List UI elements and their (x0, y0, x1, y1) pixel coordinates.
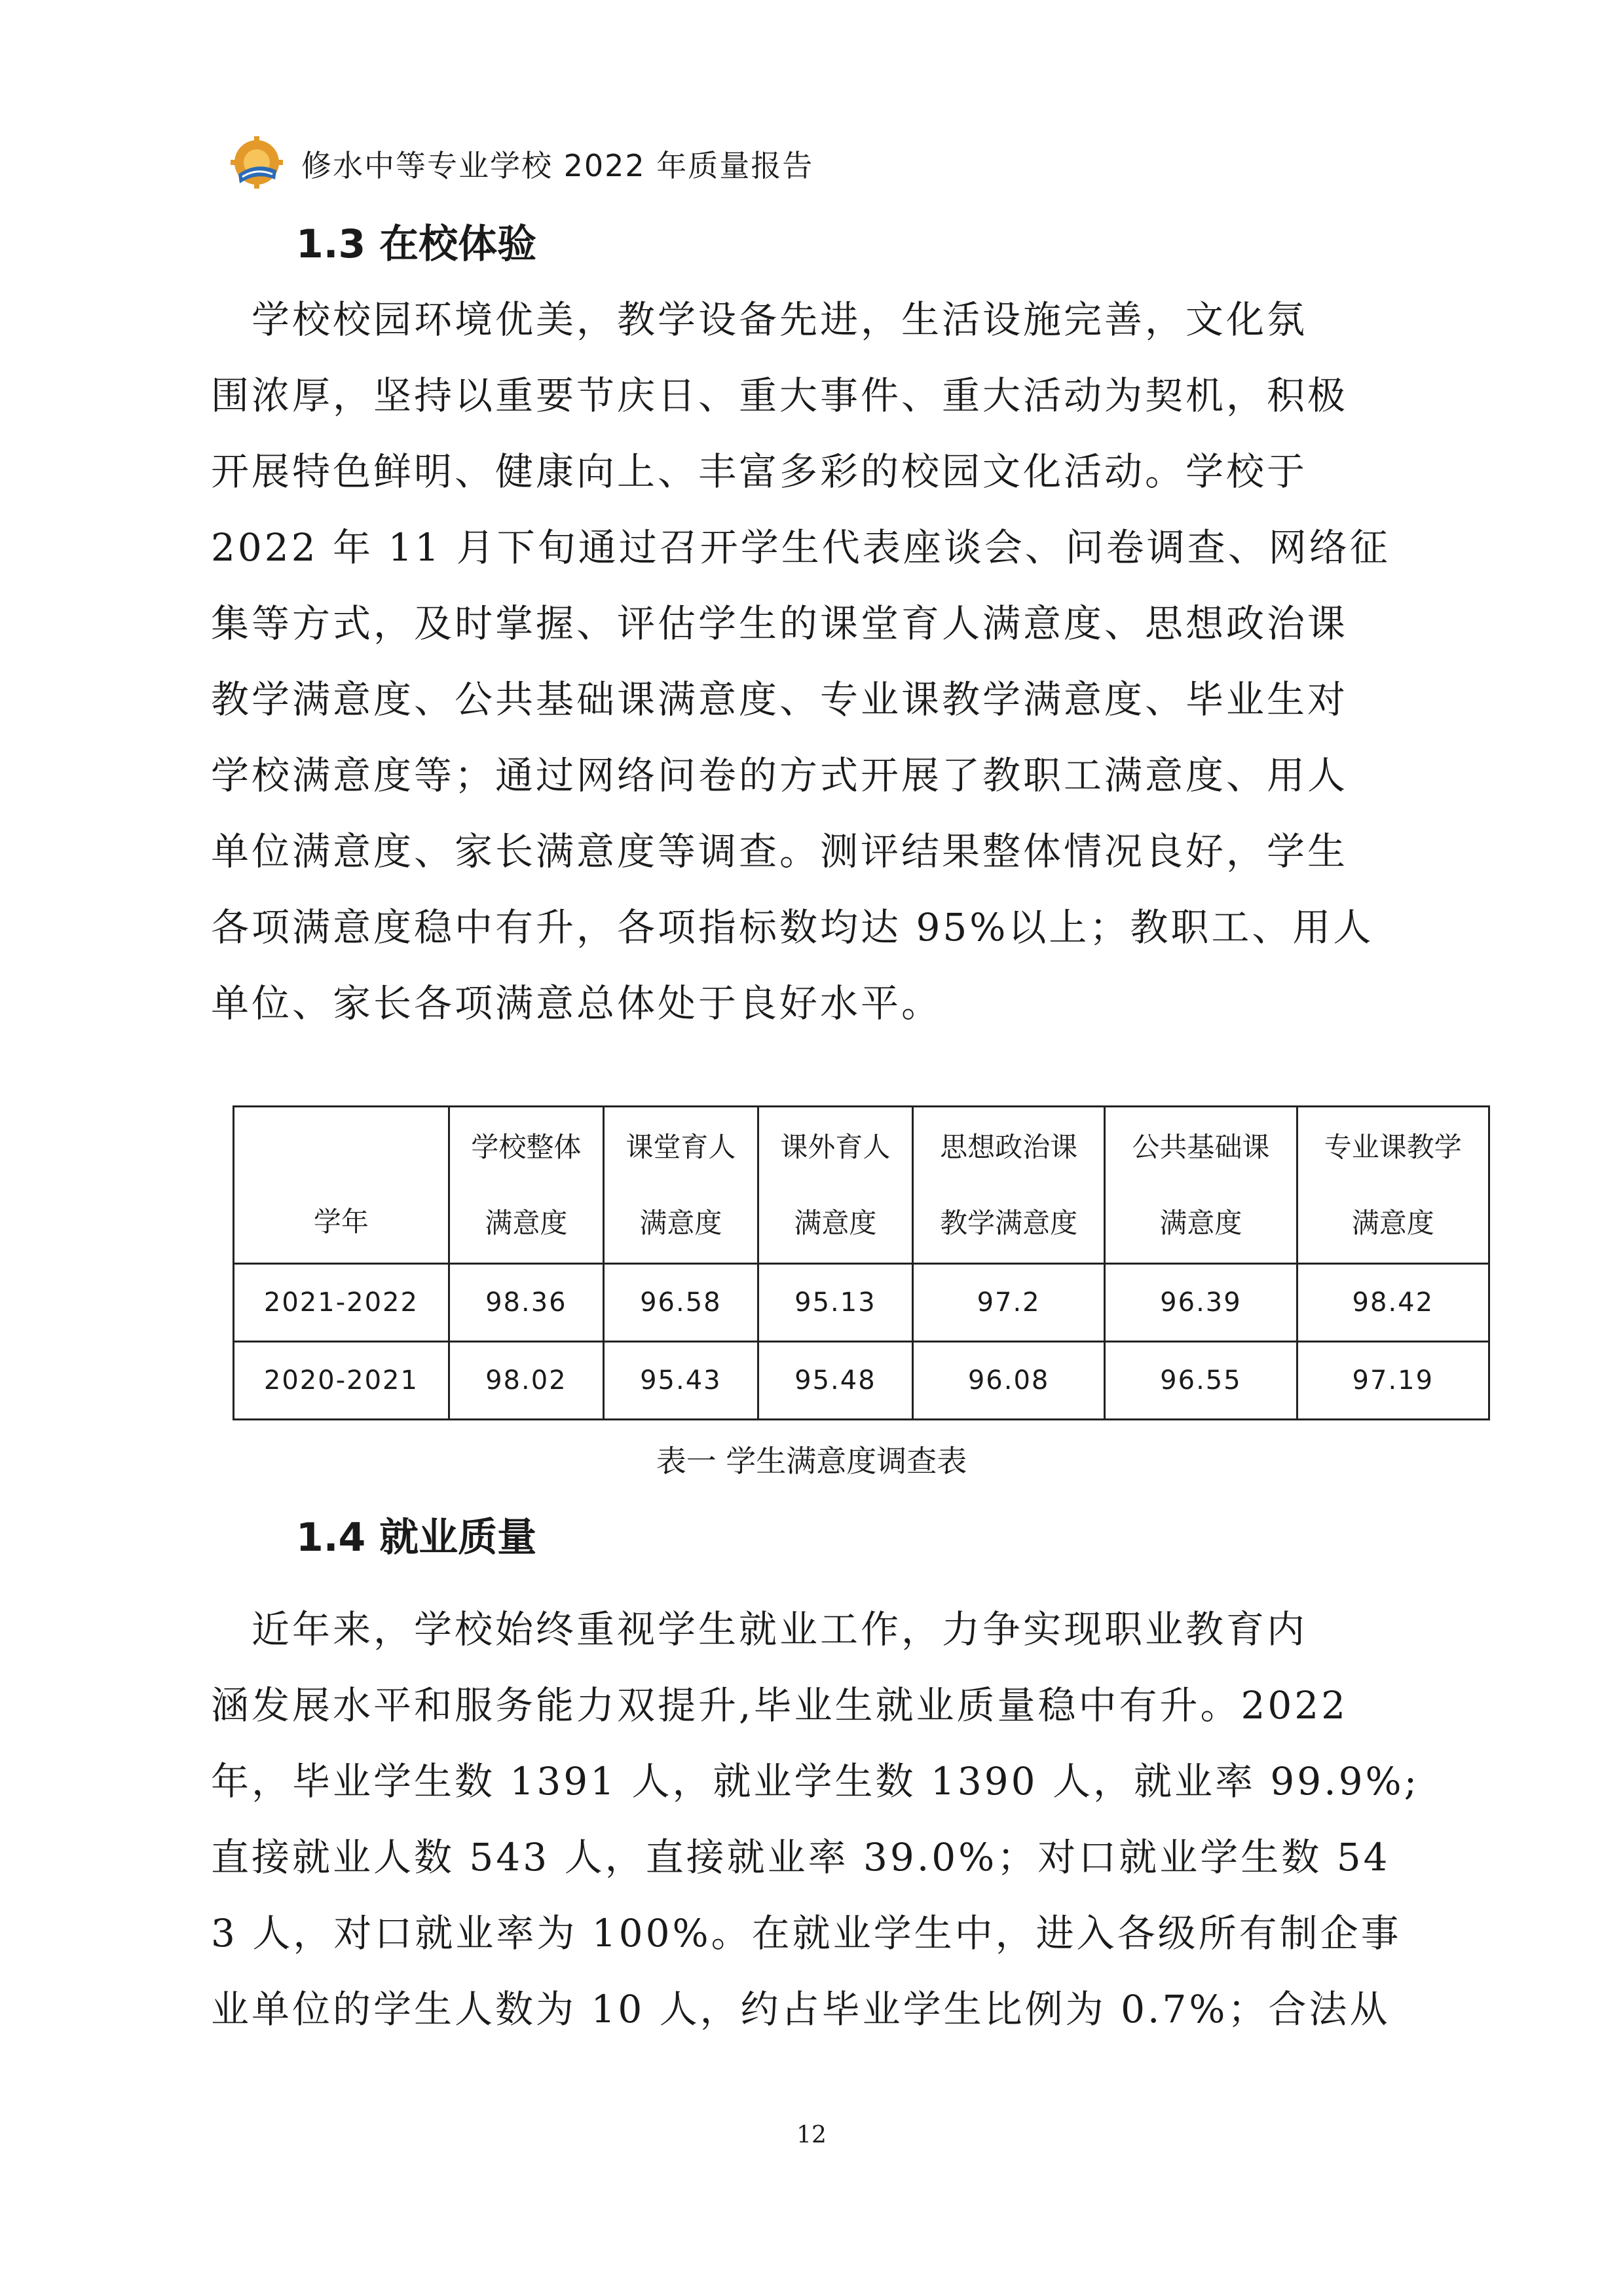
section-heading-1-3: 1.3 在校体验 (296, 221, 537, 267)
header-line: 专业课教学 (1324, 1130, 1462, 1163)
table-row (234, 1264, 1489, 1342)
year-cell: 2021-2022 (234, 1264, 449, 1342)
paragraph-line: 开展特色鲜明、健康向上、丰富多彩的校园文化活动。学校于 (211, 449, 1308, 494)
table-header-cell (234, 1107, 449, 1264)
header-line: 满意度 (794, 1206, 877, 1239)
paragraph-line: 单位满意度、家长满意度等调查。测评结果整体情况良好，学生 (211, 829, 1349, 874)
value-cell: 96.08 (912, 1342, 1104, 1420)
paragraph-line: 3 人，对口就业率为 100%。在就业学生中，进入各级所有制企事 (211, 1911, 1402, 1955)
school-emblem-icon (229, 136, 284, 191)
value-cell: 95.13 (758, 1264, 912, 1342)
paragraph-line: 业单位的学生人数为 10 人，约占毕业学生比例为 0.7%；合法从 (211, 1987, 1390, 2031)
table-header-row (234, 1107, 1489, 1264)
header-line: 课外育人 (780, 1130, 891, 1163)
paragraph-line: 围浓厚，坚持以重要节庆日、重大事件、重大活动为契机，积极 (211, 373, 1349, 418)
paragraph-line: 2022 年 11 月下旬通过召开学生代表座谈会、问卷调查、网络征 (211, 525, 1390, 570)
table-caption: 表一 学生满意度调查表 (656, 1443, 967, 1479)
table-row (234, 1342, 1489, 1420)
header-line: 教学满意度 (940, 1206, 1078, 1239)
page-header (229, 134, 813, 193)
paragraph-line: 直接就业人数 543 人，直接就业率 39.0%；对口就业学生数 54 (211, 1835, 1390, 1879)
table-header-cell (449, 1107, 603, 1264)
year-cell: 2020-2021 (234, 1342, 449, 1420)
value-cell: 97.19 (1297, 1342, 1489, 1420)
table-header-cell (1105, 1107, 1297, 1264)
satisfaction-table (233, 1105, 1490, 1420)
header-line: 学校整体 (471, 1130, 582, 1163)
paragraph-line: 单位、家长各项满意总体处于良好水平。 (211, 981, 942, 1026)
table-header-cell (758, 1107, 912, 1264)
header-line: 满意度 (639, 1206, 722, 1239)
header-line: 思想政治课 (940, 1130, 1078, 1163)
paragraph-line: 涵发展水平和服务能力双提升,毕业生就业质量稳中有升。2022 (211, 1683, 1349, 1728)
year-header: 学年 (313, 1206, 369, 1238)
header-line: 满意度 (485, 1206, 568, 1239)
section-1-4-paragraph (211, 1591, 1420, 2047)
value-cell: 96.55 (1105, 1342, 1297, 1420)
value-cell: 96.58 (603, 1264, 758, 1342)
page-number: 12 (796, 2122, 827, 2149)
paragraph-line: 近年来，学校始终重视学生就业工作，力争实现职业教育内 (211, 1607, 1308, 1652)
section-1-3-paragraph (211, 282, 1416, 1041)
paragraph-line: 教学满意度、公共基础课满意度、专业课教学满意度、毕业生对 (211, 677, 1349, 722)
header-line: 满意度 (1351, 1206, 1434, 1239)
value-cell: 98.02 (449, 1342, 603, 1420)
section-heading-1-4: 1.4 就业质量 (296, 1515, 537, 1561)
header-line: 满意度 (1159, 1206, 1242, 1239)
value-cell: 98.42 (1297, 1264, 1489, 1342)
header-line: 课堂育人 (625, 1130, 736, 1163)
paragraph-line: 学校校园环境优美，教学设备先进，生活设施完善，文化氛 (211, 297, 1308, 342)
table-header-cell (603, 1107, 758, 1264)
value-cell: 95.48 (758, 1342, 912, 1420)
paragraph-line: 年，毕业学生数 1391 人，就业学生数 1390 人，就业率 99.9%; (211, 1759, 1420, 1804)
table-header-cell (912, 1107, 1104, 1264)
paragraph-line: 集等方式，及时掌握、评估学生的课堂育人满意度、思想政治课 (211, 601, 1349, 646)
value-cell: 96.39 (1105, 1264, 1297, 1342)
value-cell: 98.36 (449, 1264, 603, 1342)
header-line: 公共基础课 (1132, 1130, 1270, 1163)
report-title: 修水中等专业学校 2022 年质量报告 (301, 148, 814, 183)
table-header-cell (1297, 1107, 1489, 1264)
value-cell: 95.43 (603, 1342, 758, 1420)
paragraph-line: 学校满意度等；通过网络问卷的方式开展了教职工满意度、用人 (211, 753, 1349, 798)
value-cell: 97.2 (912, 1264, 1104, 1342)
paragraph-line: 各项满意度稳中有升，各项指标数均达 95%以上；教职工、用人 (211, 905, 1374, 950)
